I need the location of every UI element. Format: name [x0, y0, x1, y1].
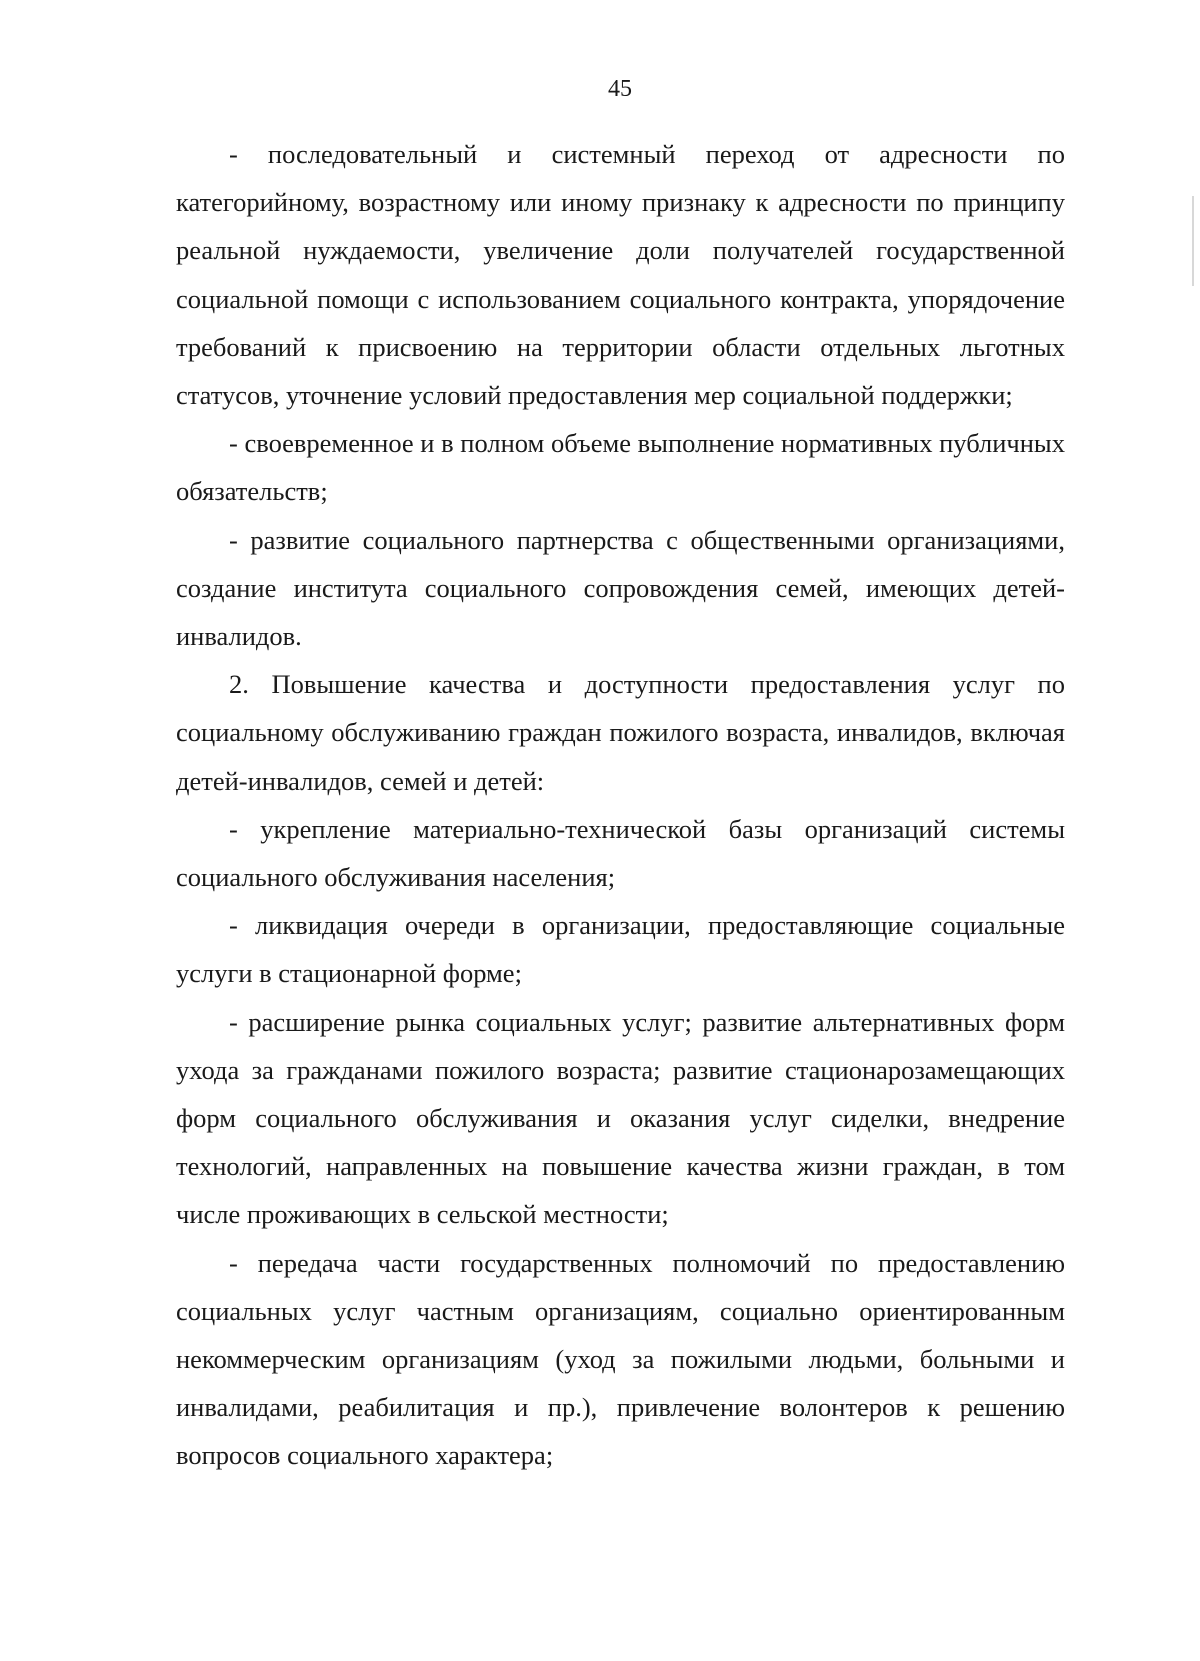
paragraph-social-partnership: - развитие социального партнерства с общественными организациями, создание института социального сопровождения семей, имеющих детей-инвалидов. — [176, 524, 1065, 652]
paragraph-queue-elimination: - ликвидация очереди в организации, предоставляющие социальные услуги в стационарной форме; — [176, 910, 1065, 989]
scan-edge-mark — [1192, 196, 1194, 286]
paragraph-service-quality-heading: 2. Повышение качества и доступности предоставления услуг по социальному обслуживанию граждан пожилого возраста, инвалидов, включая детей-инвалидов, семей и детей: — [176, 669, 1065, 796]
paragraph-material-base: - укрепление материально-технической базы организаций системы социального обслуживания населения; — [176, 813, 1065, 893]
paragraph-market-expansion: - расширение рынка социальных услуг; развитие альтернативных форм ухода за гражданами пожилого возраста; развитие стационарозамещающих форм социального обслуживания и оказания услуг сиделки, внедрение технологий, направленных на повышение качества жизни граждан, в том числе проживающих в сельской местности; — [176, 1006, 1065, 1230]
body-text — [176, 130, 1065, 1480]
paragraph-powers-transfer: - передача части государственных полномочий по предоставлению социальных услуг частным организациям, социально ориентированным некоммерческим организациям (уход за пожилыми людьми, больными и инвалидами, реабилитация и пр.), привлечение волонтеров к решению вопросов социального характера; — [176, 1247, 1065, 1471]
paragraph-targeting-transition: - последовательный и системный переход от адресности по категорийному, возрастному или иному признаку к адресности по принципу реальной нуждаемости, увеличение доли получателей государственной социальной помощи с использованием социального контракта, упорядочение требований к присвоению на территории области отдельных льготных статусов, уточнение условий предоставления мер социальной поддержки; — [176, 139, 1065, 411]
page-number: 45 — [608, 76, 632, 102]
paragraph-public-obligations: - своевременное и в полном объеме выполнение нормативных публичных обязательств; — [176, 428, 1065, 507]
